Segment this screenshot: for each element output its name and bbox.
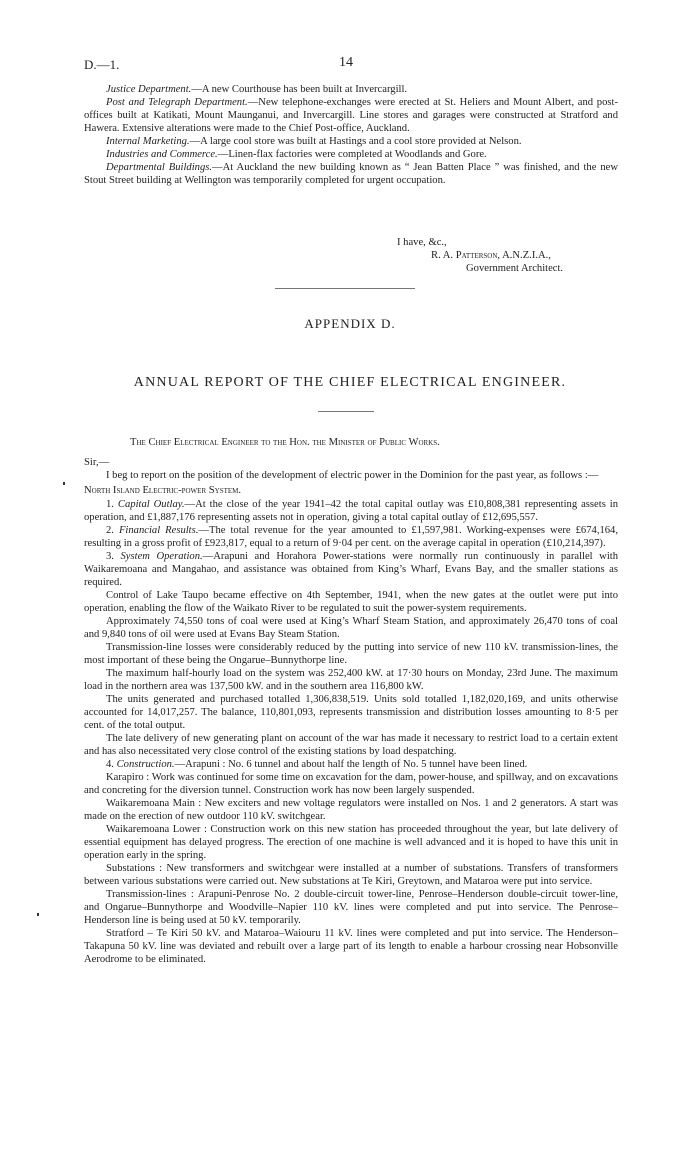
body-paragraph: 2. Financial Results.—The total revenue for the year amounted to £1,597,981. Working-expenses were £674,164, resulting in a gross profit of £923,817, equal to a return of 9·04 per cent. on the average capital in operation (£10,214,397). — [84, 525, 619, 549]
paragraph-text: —A new Courthouse has been built at Invercargill. — [191, 84, 408, 95]
closing-line: I have, &c., — [397, 237, 447, 248]
body-paragraph: Karapiro : Work was continued for some time on excavation for the dam, power-house, and spillway, and on excavations and concreting for the diversion tunnel. Construction work has now been largely suspended. — [84, 772, 618, 796]
body-paragraph: Control of Lake Taupo became effective on 4th September, 1941, when the new gates at the outlet were put into operation, enabling the flow of the Waikato River to be regulated to suit the power-system requirements. — [84, 590, 618, 614]
body-paragraph: Stratford – Te Kiri 50 kV. and Mataroa–Waiouru 11 kV. lines were completed and put into service. The Henderson–Takapuna 50 kV. line was deviated and rebuilt over a large part of its length to enable a harbour crossing near Hobsonville Aerodrome to be eliminated. — [84, 928, 618, 965]
section-divider — [275, 288, 415, 289]
paragraph-text: —Linen-flax factories were completed at Woodlands and Gore. — [217, 149, 487, 160]
margin-mark — [37, 913, 39, 916]
appendix-heading: APPENDIX D. — [304, 316, 396, 331]
body-paragraph: Substations : New transformers and switchgear were installed at a number of substations. Transfers of transformers between various substations were carried out. New substations at Te Kiri, Greytown, and Mataroa were put into service. — [84, 863, 618, 887]
body-paragraph: Transmission-line losses were considerably reduced by the putting into service of new 110 kV. transmission-lines, the most important of these being the Ongarue–Bunnythorpe line. — [84, 642, 618, 666]
body-paragraph: 1. Capital Outlay.—At the close of the year 1941–42 the total capital outlay was £10,808,381 representing assets in operation, and £1,887,176 representing assets not in operation, giving a total capital outlay of £12,695,557. — [84, 499, 619, 523]
paragraph-text: —A large cool store was built at Hastings and a cool store provided at Nelson. — [189, 136, 522, 147]
paragraph — [84, 148, 618, 161]
signatory-name: R. A. Patterson, A.N.Z.I.A., — [431, 250, 551, 261]
paragraph-heading: Departmental Buildings. — [106, 162, 213, 173]
paragraph-text: —New telephone-exchanges were erected at St. Heliers and Mount Albert, and post-offices built at Katikati, Mount Maunganui, and Invercargill. Line stores and garages were constructed at Stratford and Hawera. Extensive alterations were made to the Chief Post-office, Auckland. — [84, 97, 618, 134]
body-paragraph: Transmission-lines : Arapuni-Penrose No. 2 double-circuit tower-line, Penrose–Henderson double-circuit tower-line, and Ongarue–Bunnythorpe and Woodville–Napier 110 kV. lines were completed and put into service. The Penrose–Henderson line is being used at 50 kV. temporarily. — [84, 889, 618, 926]
report-title: ANNUAL REPORT OF THE CHIEF ELECTRICAL ENGINEER. — [133, 375, 567, 390]
salutation: Sir,— — [84, 457, 110, 468]
paragraph-heading: Post and Telegraph Department. — [106, 97, 248, 108]
page-number: 14 — [339, 55, 353, 70]
signatory-title: Government Architect. — [466, 263, 564, 274]
paragraph-heading: Justice Department. — [106, 84, 192, 95]
body-paragraph: 3. System Operation.—Arapuni and Horahora Power-stations were normally run continuously in parallel with Waikaremoana and Mangahao, and assistance was obtained from King’s Wharf, Evans Bay, and the smaller stations as required. — [84, 551, 619, 588]
body-paragraph: The units generated and purchased totalled 1,306,838,519. Units sold totalled 1,182,020,169, and units otherwise accounted for 14,017,257. The balance, 110,801,093, represents transmission and distribution losses amounting to 8·5 per cent. of the total output. — [84, 694, 618, 731]
body-paragraph: Waikaremoana Main : New exciters and new voltage regulators were installed on Nos. 1 and 2 generators. A start was made on the erection of new outdoor 110 kV. switchgear. — [84, 798, 618, 822]
report-body — [84, 456, 618, 966]
paragraph-heading: Industries and Commerce. — [106, 149, 218, 160]
paragraph — [84, 161, 618, 187]
body-paragraph: Waikaremoana Lower : Construction work on this new station has proceeded throughout the year, but late delivery of essential equipment has delayed progress. The erection of one machine is well advanced and it is hoped to have this unit in operation early in the spring. — [84, 824, 618, 861]
address-line: The Chief Electrical Engineer to the Hon. the Minister of Public Works. — [130, 437, 440, 448]
paragraph-text: —At Auckland the new building known as “ Jean Batten Place ” was finished, and the new Stout Street building at Wellington was temporarily completed for urgent occupation. — [84, 162, 618, 186]
paragraph — [84, 83, 618, 96]
intro-paragraph: I beg to report on the position of the development of electric power in the Dominion for the past year, as follows :— — [106, 470, 599, 481]
body-paragraph: The maximum half-hourly load on the system was 252,400 kW. at 17·30 hours on Monday, 23rd June. The maximum load in the northern area was 137,500 kW. and in the southern area 116,800 kW. — [84, 668, 618, 692]
margin-mark — [63, 482, 65, 485]
address-line-block — [130, 436, 610, 449]
body-paragraph: The late delivery of new generating plant on account of the war has made it necessary to restrict load to a certain extent and has also necessitated very close control of the existing stations by load despatching. — [84, 733, 618, 757]
top-paragraphs — [84, 83, 618, 187]
title-divider — [318, 411, 374, 412]
paragraph-heading: Internal Marketing. — [106, 136, 190, 147]
section-heading: North Island Electric-power System. — [84, 485, 242, 496]
paragraph — [84, 135, 618, 148]
body-paragraph: Approximately 74,550 tons of coal were used at King’s Wharf Steam Station, and approximately 26,470 tons of coal and 9,840 tons of oil were used at Evans Bay Steam Station. — [84, 616, 618, 640]
document-reference: D.—1. — [84, 57, 120, 72]
paragraph — [84, 96, 618, 135]
body-paragraph: 4. Construction.—Arapuni : No. 6 tunnel and about half the length of No. 5 tunnel have been lined. — [106, 759, 528, 770]
